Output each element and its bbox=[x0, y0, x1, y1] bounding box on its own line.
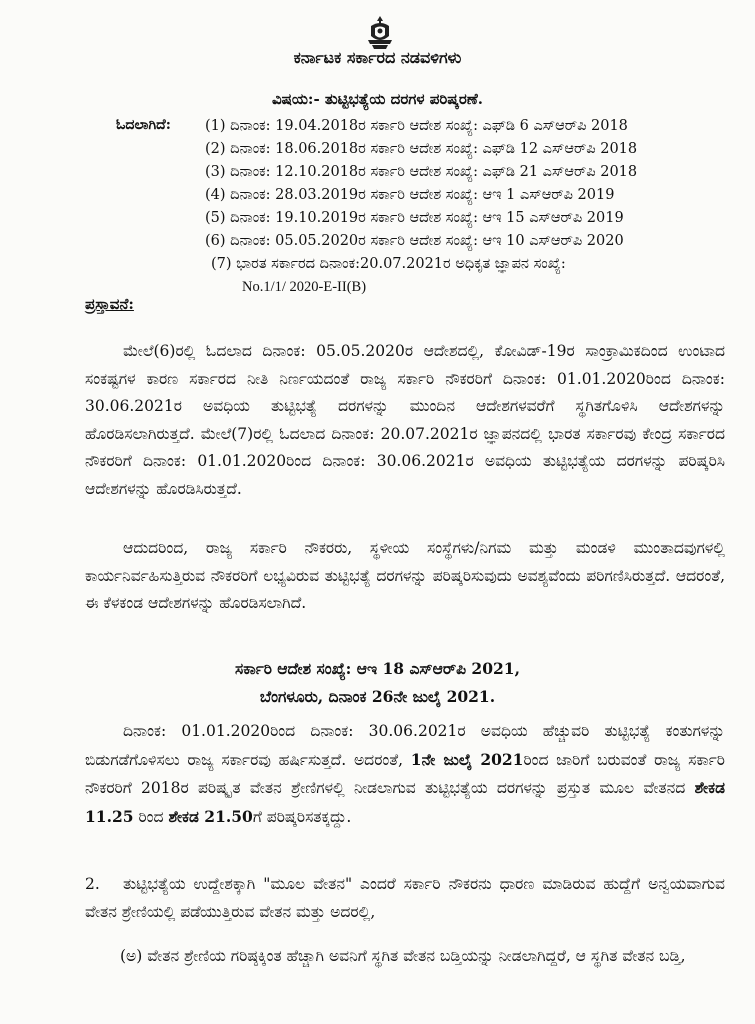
reference-item-continuation: No.1/1/ 2020-E-II(B) bbox=[242, 279, 367, 295]
order-para2-text: ತುಟ್ಟಿಭತ್ಯೆಯ ಉದ್ದೇಶಕ್ಕಾಗಿ "ಮೂಲ ವೇತನ" ಎಂದರೆ ಸರ್ಕಾರಿ ನೌಕರನು ಧಾರಣ ಮಾಡಿರುವ ಹುದ್ದೆಗೆ ಅನ್ವಯವಾಗುವ ವೇತನ ಶ್ರೇಣಿಯಲ್ಲಿ ಪಡೆಯುತ್ತಿರುವ ವೇತನ ಮತ್ತು ಅದರಲ್ಲಿ, bbox=[85, 875, 725, 921]
reference-item: (1) ದಿನಾಂಕ: 19.04.2018ರ ಸರ್ಕಾರಿ ಆದೇಶ ಸಂಖ್ಯೆ: ಎಫ್‌ಡಿ 6 ಎಸ್‌ಆರ್‌ಪಿ 2018 bbox=[205, 118, 628, 134]
subject-line: ವಿಷಯ:- ತುಟ್ಟಿಭತ್ಯೆಯ ದರಗಳ ಪರಿಷ್ಕರಣೆ. bbox=[271, 90, 484, 108]
state-emblem-icon bbox=[364, 14, 396, 52]
reference-item: (3) ದಿನಾಂಕ: 12.10.2018ರ ಸರ್ಕಾರಿ ಆದೇಶ ಸಂಖ್ಯೆ: ಎಫ್‌ಡಿ 21 ಎಸ್‌ಆರ್‌ಪಿ 2018 bbox=[205, 164, 638, 180]
references-label: ಓದಲಾಗಿದೆ: bbox=[116, 117, 171, 133]
reference-item: (2) ದಿನಾಂಕ: 18.06.2018ರ ಸರ್ಕಾರಿ ಆದೇಶ ಸಂಖ್ಯೆ: ಎಫ್‌ಡಿ 12 ಎಸ್‌ಆರ್‌ಪಿ 2018 bbox=[205, 141, 638, 157]
preamble-heading: ಪ್ರಸ್ತಾವನೆ: bbox=[85, 295, 134, 313]
order-paragraph-2 bbox=[85, 870, 725, 926]
order-para1-text-e: ರಿಂದ bbox=[133, 807, 169, 826]
order-heading bbox=[0, 655, 755, 711]
document-title: ಕರ್ನಾಟಕ ಸರ್ಕಾರದ ನಡವಳಿಗಳು bbox=[293, 48, 462, 67]
new-da-rate: ಶೇಕಡ 21.50 bbox=[168, 806, 253, 826]
order-place-date: ಬೆಂಗಳೂರು, ದಿನಾಂಕ 26ನೇ ಜುಲೈ 2021. bbox=[259, 687, 496, 706]
preamble-paragraph-2: ಆದುದರಿಂದ, ರಾಜ್ಯ ಸರ್ಕಾರಿ ನೌಕರರು, ಸ್ಥಳೀಯ ಸಂಸ್ಥೆಗಳು/ನಿಗಮ ಮತ್ತು ಮಂಡಳಿ ಮುಂತಾದವುಗಳಲ್ಲಿ ಕಾರ್ಯನಿರ್ವಹಿಸುತ್ತಿರುವ ನೌಕರರಿಗೆ ಲಭ್ಯವಿರುವ ತುಟ್ಟಿಭತ್ಯೆ ದರಗಳನ್ನು ಪರಿಷ್ಕರಿಸುವುದು ಅವಶ್ಯವೆಂದು ಪರಿಗಣಿಸಿರುತ್ತದೆ. ಆದರಂತೆ, ಈ ಕೆಳಕಂಡ ಆದೇಶಗಳನ್ನು ಹೊರಡಿಸಲಾಗಿದೆ. bbox=[85, 539, 725, 612]
order-para1-text-a: ದಿನಾಂಕ: 01.01.2020ರಿಂದ ದಿನಾಂಕ: 30.06.2021ರ ಅವಧಿಯ ಹೆಚ್ಚುವರಿ ತುಟ್ಟಿಭತ್ಯೆ ಕಂತುಗಳನ್ನು ಬಿಡುಗಡೆಗೊಳಿಸಲು ರಾಜ್ಯ ಸರ್ಕಾರವು ಹರ್ಷಿಸುತ್ತದೆ. ಅದರಂತೆ, bbox=[85, 722, 725, 769]
order-para1-text-c: ರಿಂದ ಜಾರಿಗೆ ಬರುವಂತೆ ರಾಜ್ಯ ಸರ್ಕಾರಿ ನೌಕರರಿಗೆ 2018ರ ಪರಿಷ್ಕೃತ ವೇತನ ಶ್ರೇಣಿಗಳಲ್ಲಿ ನೀಡಲಾಗುವ ತುಟ್ಟಿಭತ್ಯೆಯ ದರಗಳನ್ನು ಪ್ರಸ್ತುತ ಮೂಲ ವೇತನದ bbox=[85, 750, 725, 797]
paragraph-number: 2. bbox=[85, 875, 100, 893]
references-list bbox=[205, 115, 637, 299]
order-paragraph-1 bbox=[85, 718, 725, 831]
reference-item: (6) ದಿನಾಂಕ: 05.05.2020ರ ಸರ್ಕಾರಿ ಆದೇಶ ಸಂಖ್ಯೆ: ಆಇ 10 ಎಸ್‌ಆರ್‌ಪಿ 2020 bbox=[205, 233, 624, 249]
reference-item: (5) ದಿನಾಂಕ: 19.10.2019ರ ಸರ್ಕಾರಿ ಆದೇಶ ಸಂಖ್ಯೆ: ಆಇ 15 ಎಸ್‌ಆರ್‌ಪಿ 2019 bbox=[205, 210, 624, 226]
order-sub-clause-a: (ಅ) ವೇತನ ಶ್ರೇಣಿಯ ಗರಿಷ್ಠಕ್ಕಿಂತ ಹೆಚ್ಚಾಗಿ ಅವನಿಗೆ ಸ್ಥಗಿತ ವೇತನ ಬಡ್ತಿಯನ್ನು ನೀಡಲಾಗಿದ್ದರೆ, ಆ ಸ್ಥಗಿತ ವೇತನ ಬಡ್ತಿ, bbox=[120, 947, 686, 965]
order-number: ಸರ್ಕಾರಿ ಆದೇಶ ಸಂಖ್ಯೆ: ಆಇ 18 ಎಸ್‌ಆರ್‌ಪಿ 2021, bbox=[235, 659, 520, 678]
effective-date: 1ನೇ ಜುಲೈ 2021 bbox=[410, 749, 524, 769]
reference-item: (7) ಭಾರತ ಸರ್ಕಾರದ ದಿನಾಂಕ:20.07.2021ರ ಅಧಿಕೃತ ಜ್ಞಾಪನ ಸಂಖ್ಯೆ: bbox=[211, 256, 566, 272]
preamble-paragraph-1: ಮೇಲೆ(6)ರಲ್ಲಿ ಓದಲಾದ ದಿನಾಂಕ: 05.05.2020ರ ಆದೇಶದಲ್ಲಿ, ಕೋವಿಡ್-19ರ ಸಾಂಕ್ರಾಮಿಕದಿಂದ ಉಂಟಾದ ಸಂಕಷ್ಟಗಳ ಕಾರಣ ಸರ್ಕಾರದ ನೀತಿ ನಿರ್ಣಯದಂತೆ ರಾಜ್ಯ ಸರ್ಕಾರಿ ನೌಕರರಿಗೆ ದಿನಾಂಕ: 01.01.2020ರಿಂದ ದಿನಾಂಕ: 30.06.2021ರ ಅವಧಿಯ ತುಟ್ಟಿಭತ್ಯೆ ದರಗಳನ್ನು ಮುಂದಿನ ಆದೇಶಗಳವರೆಗೆ ಸ್ಥಗಿತಗೊಳಿಸಿ ಆದೇಶಗಳನ್ನು ಹೊರಡಿಸಲಾಗಿರುತ್ತದೆ. ಮೇಲೆ(7)ರಲ್ಲಿ ಓದಲಾದ ದಿನಾಂಕ: 20.07.2021ರ ಜ್ಞಾಪನದಲ್ಲಿ ಭಾರತ ಸರ್ಕಾರವು ಕೇಂದ್ರ ಸರ್ಕಾರದ ನೌಕರರಿಗೆ ದಿನಾಂಕ: 01.01.2020ರಿಂದ ದಿನಾಂಕ: 30.06.2021ರ ಅವಧಿಯ ತುಟ್ಟಿಭತ್ಯೆಯ ದರಗಳನ್ನು ಪರಿಷ್ಕರಿಸಿ ಆದೇಶಗಳನ್ನು ಹೊರಡಿಸಿರುತ್ತದೆ. bbox=[85, 342, 725, 498]
old-da-rate: ಶೇಕಡ 11.25 bbox=[85, 778, 725, 826]
reference-item: (4) ದಿನಾಂಕ: 28.03.2019ರ ಸರ್ಕಾರಿ ಆದೇಶ ಸಂಖ್ಯೆ: ಆಇ 1 ಎಸ್‌ಆರ್‌ಪಿ 2019 bbox=[205, 187, 615, 203]
order-para1-text-g: ಗೆ ಪರಿಷ್ಕರಿಸತಕ್ಕದ್ದು. bbox=[252, 807, 352, 826]
